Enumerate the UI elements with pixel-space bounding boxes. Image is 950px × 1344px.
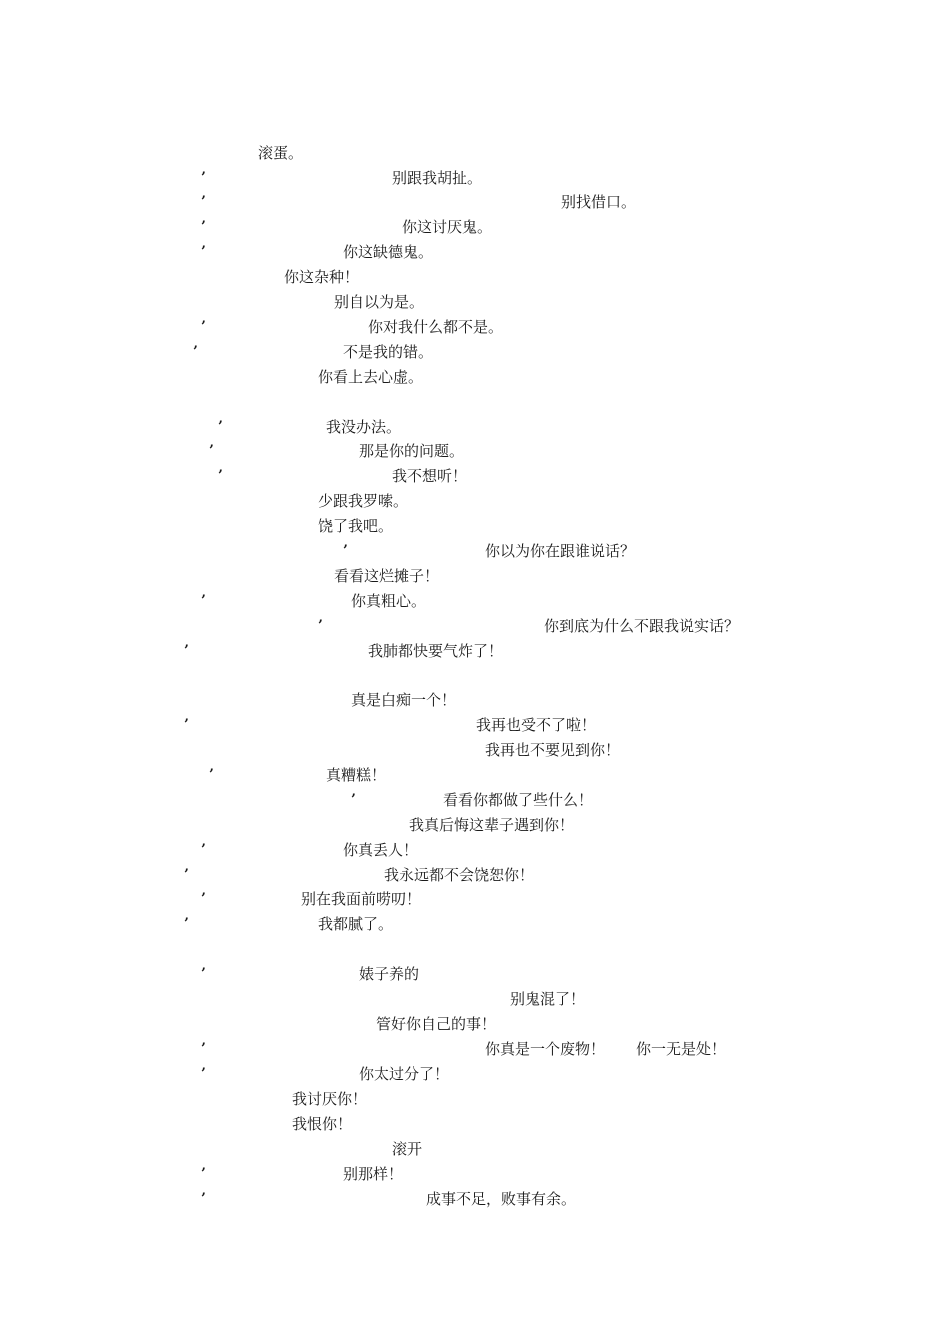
stray-comma-mark: ’	[218, 419, 223, 435]
phrase-line: 你这缺德鬼。	[343, 243, 434, 261]
stray-comma-mark: ’	[343, 543, 348, 559]
phrase-line: 那是你的问题。	[359, 442, 465, 460]
phrase-line: 我再也不要见到你！	[485, 741, 621, 759]
phrase-line: 看看你都做了些什么！	[443, 791, 594, 809]
stray-comma-mark: ’	[318, 618, 323, 634]
phrase-line: 你真丢人！	[343, 841, 419, 859]
phrase-line: 我恨你！	[292, 1115, 353, 1133]
phrase-line: 我都腻了。	[318, 915, 394, 933]
phrase-line: 滚开	[392, 1140, 423, 1158]
stray-comma-mark: ’	[201, 1166, 206, 1182]
stray-comma-mark: ’	[201, 1041, 206, 1057]
phrase-line: 别跟我胡扯。	[392, 169, 483, 187]
stray-comma-mark: ’	[201, 1066, 206, 1082]
stray-comma-mark: ’	[209, 443, 214, 459]
stray-comma-mark: ’	[184, 867, 189, 883]
phrase-line: 别自以为是。	[334, 293, 425, 311]
phrase-line: 我没办法。	[326, 418, 402, 436]
phrase-line: 看看这烂摊子！	[334, 567, 440, 585]
phrase-line: 别那样！	[343, 1165, 404, 1183]
phrase-line: 你这讨厌鬼。	[402, 218, 493, 236]
stray-comma-mark: ’	[218, 468, 223, 484]
stray-comma-mark: ’	[201, 842, 206, 858]
phrase-line: 真是白痴一个！	[351, 691, 457, 709]
phrase-line: 别鬼混了！	[510, 990, 586, 1008]
stray-comma-mark: ’	[201, 244, 206, 260]
phrase-line: 你太过分了！	[359, 1065, 450, 1083]
stray-comma-mark: ’	[201, 593, 206, 609]
phrase-line: 我永远都不会饶恕你！	[384, 866, 535, 884]
phrase-line: 你对我什么都不是。	[368, 318, 504, 336]
phrase-line: 你到底为什么不跟我说实话？	[544, 617, 740, 635]
phrase-line: 你这杂种！	[284, 268, 360, 286]
phrase-line: 你看上去心虚。	[318, 368, 424, 386]
phrase-line: 我真后悔这辈子遇到你！	[409, 816, 575, 834]
phrase-line: 成事不足，败事有余。	[426, 1190, 577, 1208]
phrase-line: 饶了我吧。	[318, 517, 394, 535]
phrase-line: 我再也受不了啦！	[476, 716, 597, 734]
phrase-line: 别找借口。	[561, 193, 637, 211]
phrase-line: 真糟糕！	[326, 766, 387, 784]
stray-comma-mark: ’	[201, 319, 206, 335]
stray-comma-mark: ’	[184, 717, 189, 733]
phrase-line: 我不想听！	[392, 467, 468, 485]
phrase-line: 管好你自己的事！	[376, 1015, 497, 1033]
stray-comma-mark: ’	[184, 916, 189, 932]
phrase-line: 婊子养的	[359, 965, 420, 983]
phrase-line: 不是我的错。	[343, 343, 434, 361]
stray-comma-mark: ’	[201, 1191, 206, 1207]
stray-comma-mark: ’	[193, 344, 198, 360]
phrase-line-extra: 你一无是处！	[636, 1040, 727, 1058]
phrase-line: 我讨厌你！	[292, 1090, 368, 1108]
stray-comma-mark: ’	[201, 966, 206, 982]
phrase-line: 我肺都快要气炸了！	[368, 642, 504, 660]
phrase-line: 你真是一个废物！	[485, 1040, 606, 1058]
stray-comma-mark: ’	[209, 767, 214, 783]
phrase-line: 滚蛋。	[258, 144, 304, 162]
phrase-line: 少跟我罗嗦。	[318, 492, 409, 510]
stray-comma-mark: ’	[201, 170, 206, 186]
phrase-line: 别在我面前唠叨！	[301, 890, 422, 908]
stray-comma-mark: ’	[184, 643, 189, 659]
phrase-line: 你真粗心。	[351, 592, 427, 610]
stray-comma-mark: ’	[201, 891, 206, 907]
stray-comma-mark: ’	[201, 219, 206, 235]
stray-comma-mark: ’	[351, 792, 356, 808]
stray-comma-mark: ’	[201, 194, 206, 210]
phrase-line: 你以为你在跟谁说话？	[485, 542, 636, 560]
